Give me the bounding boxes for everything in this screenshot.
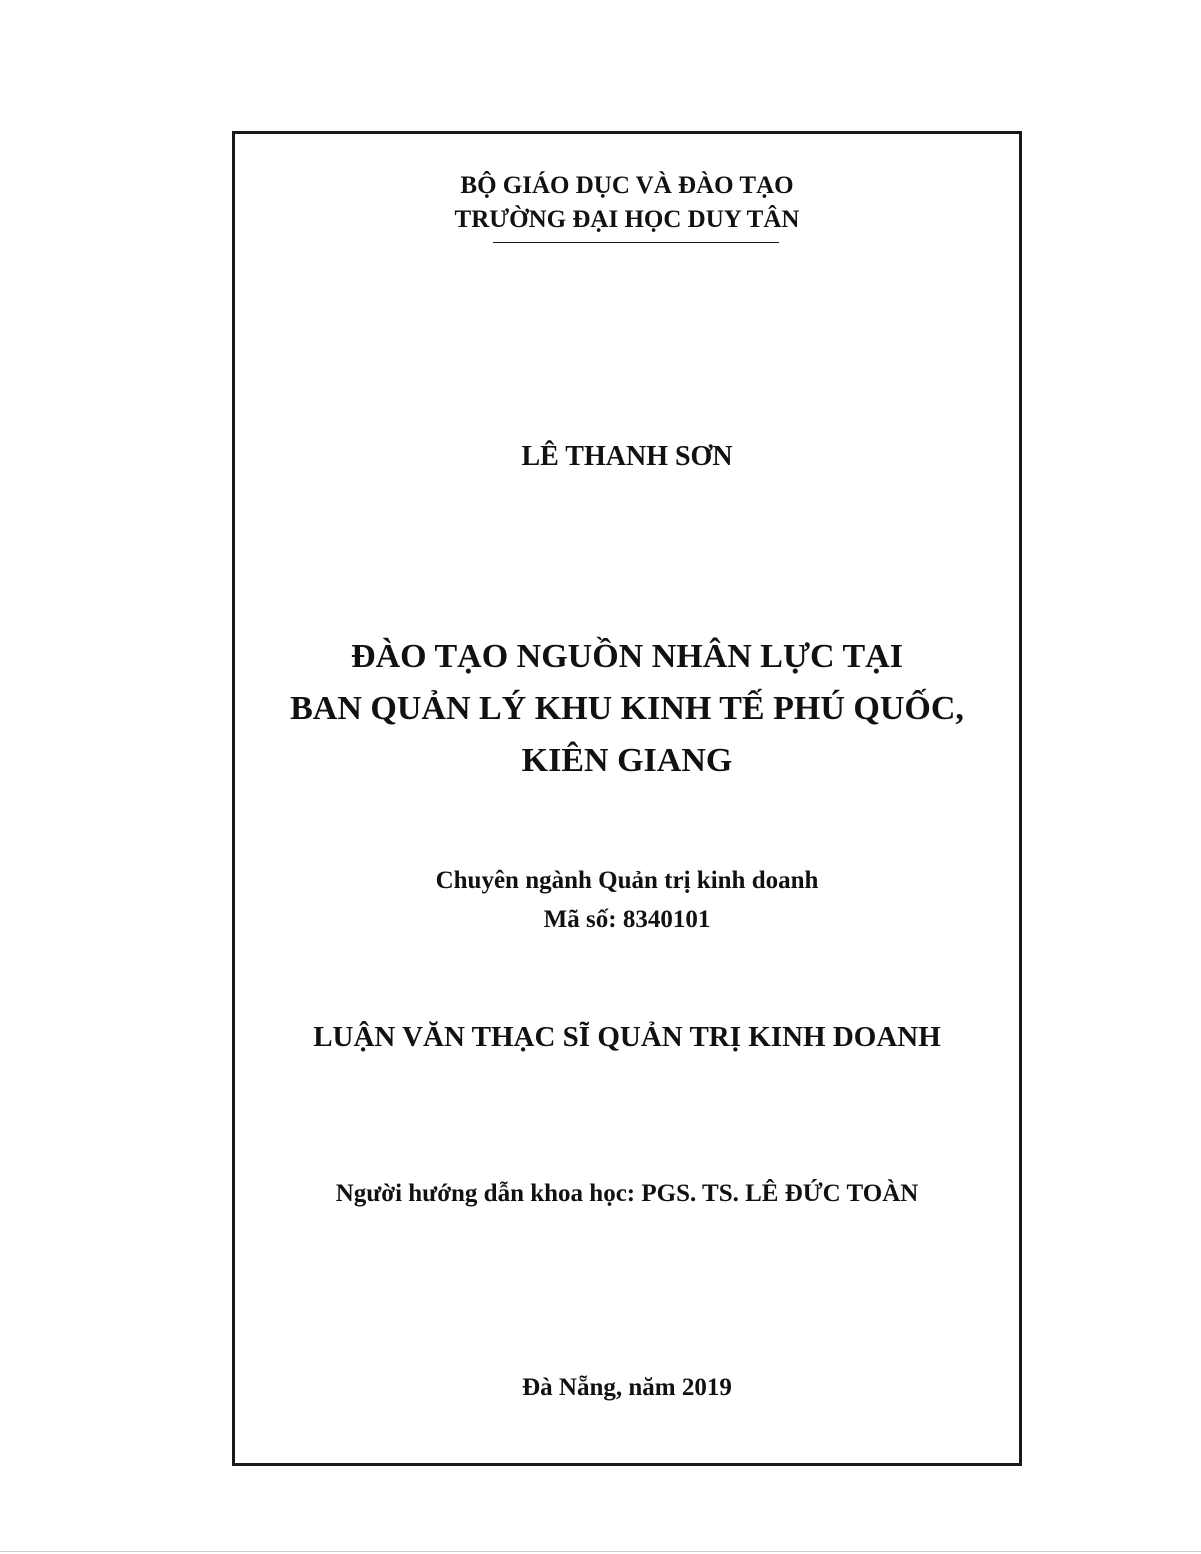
place-and-year: Đà Nẵng, năm 2019 [522, 1374, 732, 1401]
advisor: Người hướng dẫn khoa học: PGS. TS. LÊ ĐỨC TOÀN [335, 1180, 919, 1207]
thesis-title-line-2: BAN QUẢN LÝ KHU KINH TẾ PHÚ QUỐC, [290, 690, 964, 727]
thesis-title-line-3: KIÊN GIANG [521, 742, 733, 779]
ministry-name: BỘ GIÁO DỤC VÀ ĐÀO TẠO [460, 172, 794, 199]
university-name: TRƯỜNG ĐẠI HỌC DUY TÂN [454, 206, 800, 233]
thesis-title-line-1: ĐÀO TẠO NGUỒN NHÂN LỰC TẠI [351, 638, 903, 675]
cover-page-frame [232, 131, 1022, 1466]
page-bottom-edge [0, 1551, 1201, 1552]
header-underline [493, 242, 779, 243]
specialization: Chuyên ngành Quản trị kinh doanh [435, 867, 819, 894]
author-name: LÊ THANH SƠN [521, 441, 733, 472]
thesis-type: LUẬN VĂN THẠC SĨ QUẢN TRỊ KINH DOANH [313, 1021, 941, 1053]
specialization-code: Mã số: 8340101 [543, 906, 711, 933]
